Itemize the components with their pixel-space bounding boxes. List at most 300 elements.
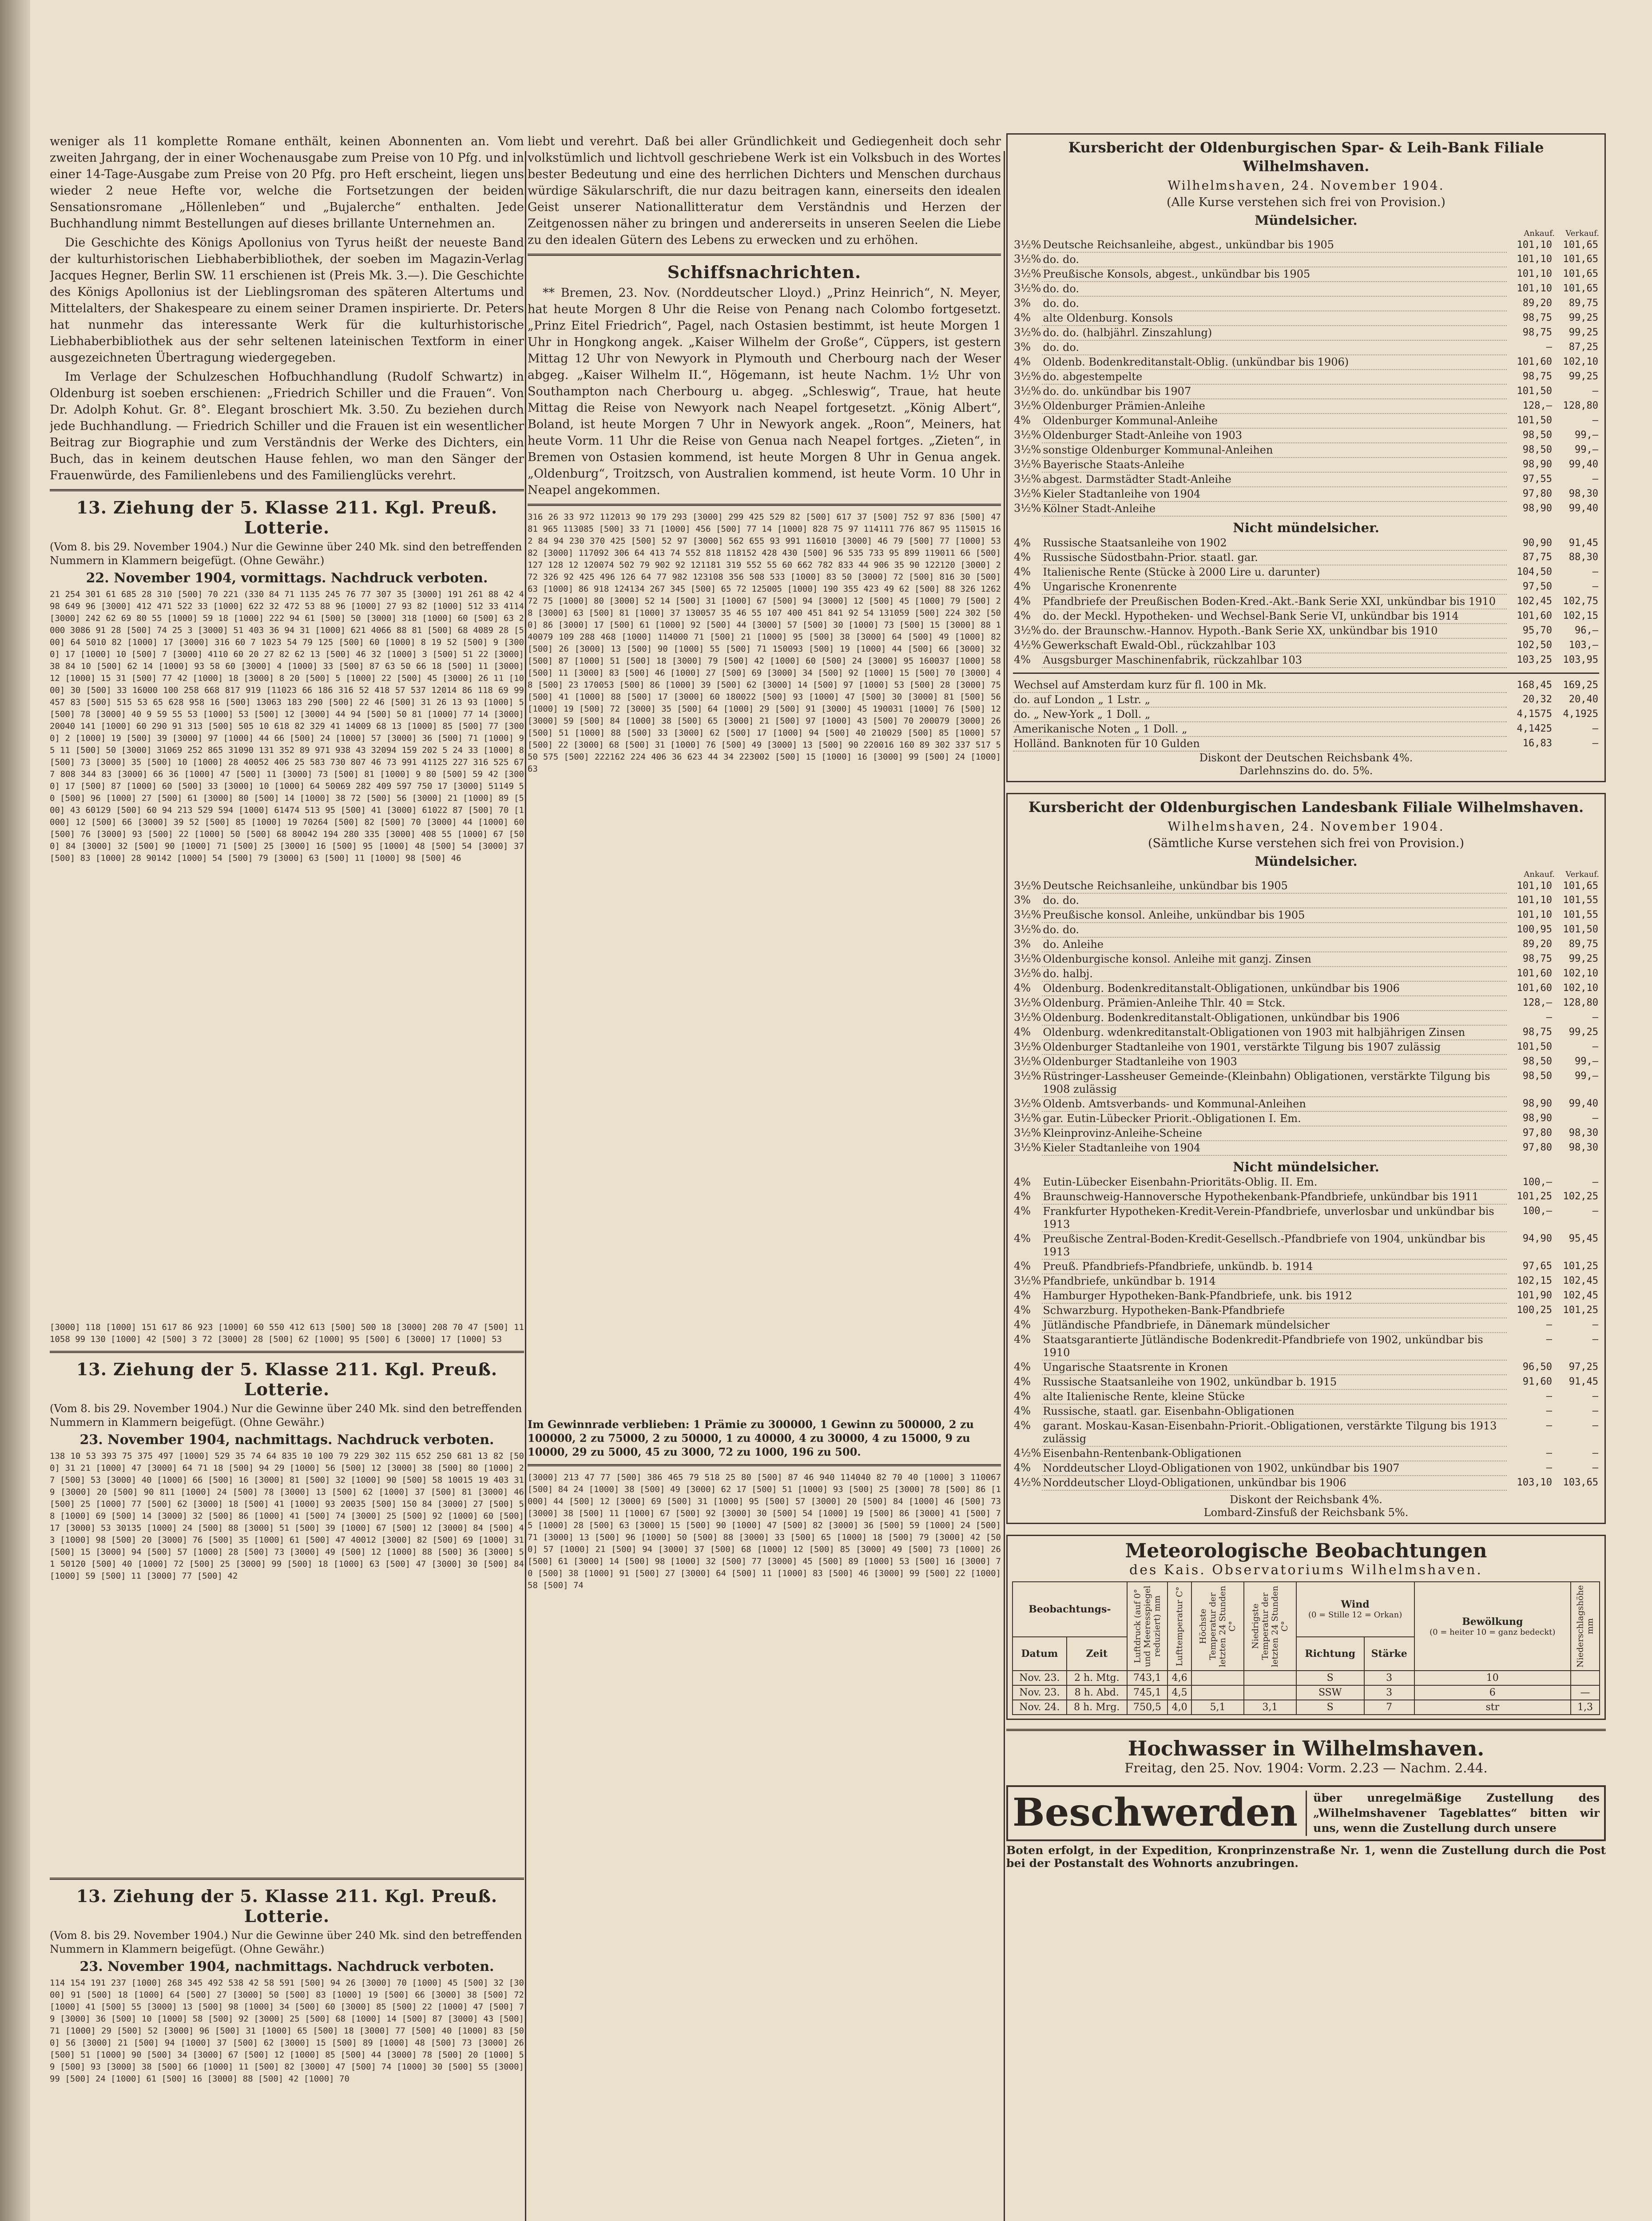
bank1-column-headers bbox=[1013, 229, 1599, 238]
rate-verkauf: 99,— bbox=[1575, 430, 1598, 441]
meteo-cell-d: Nov. 24. bbox=[1013, 1700, 1067, 1715]
rate-security: Russische Staatsanleihe von 1902 bbox=[1042, 536, 1507, 550]
bank1-title: Kursbericht der Oldenburgischen Spar- & Leih-Bank Filiale Wilhelmshaven. bbox=[1068, 139, 1544, 175]
rate-percent: 4% bbox=[1014, 537, 1031, 549]
bank1-section-muendel: Mündelsicher. bbox=[1255, 213, 1358, 228]
meteo-cell-b: 10 bbox=[1414, 1671, 1571, 1685]
rate-row bbox=[1013, 678, 1599, 693]
rate-security: Eisenbahn-Rentenbank-Obligationen bbox=[1042, 1446, 1507, 1461]
meteo-wind-label: Wind bbox=[1341, 1599, 1370, 1611]
rate-ankauf: 168,45 bbox=[1517, 680, 1552, 691]
rate-security: Preuß. Pfandbriefs-Pfandbriefe, unkündb. b. 1914 bbox=[1042, 1259, 1507, 1274]
rate-row bbox=[1013, 326, 1599, 340]
rate-ankauf: 90,90 bbox=[1522, 537, 1552, 549]
rate-security: Eutin-Lübecker Eisenbahn-Prioritäts-Oblig. II. Em. bbox=[1042, 1175, 1507, 1190]
intro-paragraph: weniger als 11 komplette Romane enthält, keinen Abonnenten an. Vom zweiten Jahrgang, der in einer Wochenausgabe zum Preise von 10 Pfg. und in einer 14-Tage-Ausgabe zum Preise von 20 Pfg. pro Heft erscheint, liegen uns wieder 2 neue Hefte vor, welche die Fortsetzungen der beiden Sensationsromane „Höllenleben“ und „Bujalerche“ enthalten. Jede Buchhandlung nimmt Bestellungen auf dieses brillante Unternehmen an. bbox=[50, 135, 524, 231]
ankauf-header: Ankauf. bbox=[1524, 870, 1555, 879]
rate-security: Pfandbriefe der Preußischen Boden-Kred.-Akt.-Bank Serie XXI, unkündbar bis 1910 bbox=[1042, 594, 1507, 609]
bank1-report bbox=[1006, 133, 1606, 782]
meteo-cell-lo bbox=[1244, 1685, 1296, 1700]
rate-row bbox=[1013, 1318, 1599, 1333]
rate-percent: 4% bbox=[1014, 1176, 1031, 1188]
rate-verkauf: 101,65 bbox=[1563, 254, 1598, 265]
rate-verkauf: 101,65 bbox=[1563, 239, 1598, 251]
rate-verkauf: 96,— bbox=[1575, 625, 1598, 636]
rate-security: Norddeutscher Lloyd-Obligationen von 1902, unkündbar bis 1907 bbox=[1042, 1461, 1507, 1476]
rate-verkauf: — bbox=[1592, 1041, 1598, 1052]
rate-verkauf: 169,25 bbox=[1563, 680, 1598, 691]
section-divider bbox=[50, 1351, 524, 1353]
rate-percent: 3½% bbox=[1014, 1040, 1041, 1053]
rate-percent: 4% bbox=[1014, 355, 1031, 368]
rate-ankauf: 101,60 bbox=[1517, 983, 1552, 994]
rate-ankauf: — bbox=[1546, 342, 1552, 353]
rate-security: do. abgestempelte bbox=[1042, 370, 1507, 384]
rate-percent: 4% bbox=[1014, 982, 1031, 994]
verkauf-header: Verkauf. bbox=[1565, 229, 1599, 238]
rate-percent: 3½% bbox=[1014, 502, 1041, 514]
rate-percent: 4½% bbox=[1014, 1476, 1041, 1489]
rate-ankauf: 16,83 bbox=[1522, 738, 1552, 749]
meteo-row bbox=[1013, 1671, 1600, 1685]
rate-verkauf: 102,45 bbox=[1563, 1275, 1598, 1286]
rate-row bbox=[1013, 370, 1599, 384]
bank2-discount: Diskont der Reichsbank 4%. bbox=[1230, 1493, 1382, 1506]
rate-row bbox=[1013, 340, 1599, 355]
rate-ankauf: 87,75 bbox=[1522, 552, 1552, 563]
rate-security: Ungarische Kronenrente bbox=[1042, 580, 1507, 594]
rate-percent: 4% bbox=[1014, 1318, 1031, 1331]
meteo-header-datum: Datum bbox=[1013, 1637, 1067, 1671]
rate-row bbox=[1013, 1259, 1599, 1274]
rate-security: Oldenburg. Prämien-Anleihe Thlr. 40 = Stck. bbox=[1042, 996, 1507, 1011]
rate-percent: 4% bbox=[1014, 1390, 1031, 1402]
rate-percent: 4½% bbox=[1014, 639, 1041, 651]
rate-ankauf: — bbox=[1546, 1391, 1552, 1402]
rate-ankauf: — bbox=[1546, 1448, 1552, 1459]
rate-percent: 4% bbox=[1014, 551, 1031, 563]
meteo-header-min: Niedrigste Temperatur der letzten 24 Stunden C° bbox=[1244, 1582, 1296, 1671]
rate-ankauf: 89,20 bbox=[1522, 298, 1552, 309]
meteo-cell-wr: S bbox=[1296, 1700, 1364, 1715]
rate-percent: 4% bbox=[1014, 1205, 1031, 1217]
rate-ankauf: 101,60 bbox=[1517, 968, 1552, 979]
rate-verkauf: 128,80 bbox=[1563, 400, 1598, 411]
rate-ankauf: 101,10 bbox=[1517, 239, 1552, 251]
bank2-title: Kursbericht der Oldenburgischen Landesbank Filiale Wilhelmshaven. bbox=[1028, 799, 1584, 816]
rate-percent: 3% bbox=[1014, 341, 1031, 353]
bank1-discount: Diskont der Deutschen Reichsbank 4%. bbox=[1199, 752, 1413, 764]
meteo-row bbox=[1013, 1700, 1600, 1715]
rate-security: Oldenburgische konsol. Anleihe mit ganzj. Zinsen bbox=[1042, 952, 1507, 967]
meteorological-box bbox=[1006, 1535, 1606, 1720]
bank1-rates-footer bbox=[1013, 752, 1599, 777]
meteo-cell-z: 2 h. Mtg. bbox=[1067, 1671, 1127, 1685]
rate-ankauf: 4,1575 bbox=[1517, 708, 1552, 720]
rate-verkauf: — bbox=[1592, 1405, 1598, 1417]
rate-verkauf: 88,30 bbox=[1569, 552, 1598, 563]
rate-ankauf: — bbox=[1546, 1319, 1552, 1330]
rate-security: abgest. Darmstädter Stadt-Anleihe bbox=[1042, 472, 1507, 487]
meteo-header-staerke: Stärke bbox=[1364, 1637, 1414, 1671]
bank2-section-nicht: Nicht mündelsicher. bbox=[1233, 1159, 1379, 1174]
rate-verkauf: 102,10 bbox=[1563, 983, 1598, 994]
rate-row bbox=[1013, 458, 1599, 472]
rate-ankauf: 102,45 bbox=[1517, 596, 1552, 607]
rate-security: Hamburger Hypotheken-Bank-Pfandbriefe, unk. bis 1912 bbox=[1042, 1289, 1507, 1303]
rate-verkauf: 101,65 bbox=[1563, 283, 1598, 294]
rate-ankauf: 100,95 bbox=[1517, 924, 1552, 935]
rate-verkauf: 99,— bbox=[1575, 1071, 1598, 1082]
rate-percent: 4% bbox=[1014, 1190, 1031, 1202]
rate-ankauf: 97,65 bbox=[1522, 1261, 1552, 1272]
rate-ankauf: 101,10 bbox=[1517, 268, 1552, 279]
rate-verkauf: 99,25 bbox=[1569, 327, 1598, 338]
lottery3-numbers: 114 154 191 237 [1000] 268 345 492 538 42 58 591 [500] 94 26 [3000] 70 [1000] 45 [500] 32 [3000] 91 [500] 18 [1000] 64 [500] 27 [3000] 50 [500] 83 [1000] 19 [500] 66 [3000] 38 [500] 72 [1000] 41 [500] 55 [3000] 13 [500] 98 [1000] 34 [500] 60 [3000] 85 [500] 22 [1000] 47 [500] 79 [3000] 36 [500] 10 [1000] 58 [500] 92 [3000] 25 [500] 68 [1000] 14 [500] 87 [3000] 43 [500] 71 [1000] 29 [500] 52 [3000] 96 [500] 31 [1000] 65 [500] 18 [3000] 77 [500] 40 [1000] 83 [500] 56 [3000] 21 [500] 94 [1000] 37 [500] 62 [3000] 15 [500] 89 [1000] 48 [500] 73 [3000] 26 [500] 51 [1000] 90 [500] 34 [3000] 67 [500] 12 [1000] 85 [500] 44 [3000] 78 [500] 20 [1000] 59 [500] 93 [3000] 38 [500] 66 [1000] 11 [500] 82 [3000] 47 [500] 74 [1000] 30 [500] 55 [3000] 99 [500] 24 [1000] 61 [500] 16 [3000] 88 [500] 42 [1000] 70 bbox=[50, 1978, 524, 2084]
rate-percent: 3½% bbox=[1014, 908, 1041, 921]
rate-verkauf: 4,1925 bbox=[1563, 708, 1598, 720]
rate-ankauf: 97,80 bbox=[1522, 1127, 1552, 1138]
meteo-wind-scale: (0 = Stille 12 = Orkan) bbox=[1308, 1610, 1402, 1620]
meteo-cell-wr: S bbox=[1296, 1671, 1364, 1685]
rate-security: Pfandbriefe, unkündbar b. 1914 bbox=[1042, 1274, 1507, 1289]
rate-row bbox=[1013, 252, 1599, 267]
ankauf-header: Ankauf. bbox=[1524, 229, 1555, 238]
rate-row bbox=[1013, 536, 1599, 550]
middle-lottery-numbers: 316 26 33 972 112013 90 179 293 [3000] 299 425 529 82 [500] 617 37 [500] 752 97 836 [500] 47 81 965 113085 [500] 33 71 [1000] 456 [500] 77 14 [1000] 828 75 97 114111 776 867 95 115015 162 84 94 230 370 425 [500] 52 97 [3000] 562 655 93 991 116010 [3000] 46 79 [500] 77 [1000] 53 82 [3000] 117092 306 64 413 74 552 818 118152 428 430 [500] 96 535 733 95 899 119011 66 [500] 127 128 12 120074 502 79 902 92 121181 319 552 55 60 662 782 833 44 906 35 90 122120 [3000] 272 326 92 425 496 126 64 77 982 123108 356 508 533 [1000] 83 50 [3000] 72 [500] 816 30 [500] 63 [1000] 86 918 124134 267 345 [500] 65 72 125005 [1000] 190 355 423 49 62 [500] 88 326 126272 75 [1000] 80 [3000] 52 14 [500] 31 [1000] 67 [500] 94 [3000] 12 [500] 45 [1000] 79 [500] 28 [3000] 63 [500] 81 [1000] 37 130057 35 46 55 107 400 451 841 92 54 131059 [500] 224 302 [500] 86 [3000] 17 [500] 61 [1000] 92 [500] 44 [3000] 57 [500] 30 [1000] 73 [500] 15 [3000] 88 140079 109 288 468 [1000] 114000 71 [500] 21 [1000] 95 [500] 38 [3000] 64 [500] 49 [1000] 82 [500] 26 [3000] 13 [500] 90 [1000] 55 [500] 71 150093 [500] 19 [1000] 44 [500] 66 [3000] 32 [500] 87 [1000] 51 [500] 18 [3000] 79 [500] 42 [1000] 60 [500] 24 [3000] 95 160037 [1000] 58 [500] 11 [3000] 83 [500] 46 [1000] 27 [500] 69 [3000] 34 [500] 92 [1000] 15 [500] 70 [3000] 48 [500] 23 170053 [500] 86 [1000] 39 [500] 62 [3000] 14 [500] 97 [1000] 53 [500] 28 [3000] 75 [500] 41 [1000] 88 [500] 17 [3000] 60 180022 [500] 93 [1000] 47 [500] 30 [3000] 81 [500] 56 [1000] 19 [500] 72 [3000] 35 [500] 64 [1000] 29 [500] 91 [3000] 45 190031 [1000] 76 [500] 12 [3000] 59 [500] 84 [1000] 38 [500] 65 [3000] 21 [500] 97 [1000] 43 [500] 70 200079 [3000] 26 [500] 51 [1000] 88 [500] 33 [3000] 62 [500] 17 [1000] 94 [500] 40 210029 [500] 85 [1000] 57 [500] 22 [3000] 68 [500] 31 [1000] 76 [500] 49 [3000] 13 [500] 90 220016 160 89 302 337 517 550 575 [500] 222162 224 406 36 623 44 34 223002 [500] 15 [1000] 16 [3000] 99 [500] 24 [1000] 63 bbox=[528, 512, 1001, 774]
rate-percent: 3½% bbox=[1014, 282, 1041, 295]
rate-row bbox=[1013, 311, 1599, 326]
rate-ankauf: 101,50 bbox=[1517, 415, 1552, 426]
rate-verkauf: 87,25 bbox=[1569, 342, 1598, 353]
bank2-note: (Sämtliche Kurse verstehen sich frei von Provision.) bbox=[1148, 836, 1464, 850]
rate-percent: 3½% bbox=[1014, 487, 1041, 500]
rate-ankauf: 101,25 bbox=[1517, 1191, 1552, 1202]
rate-ankauf: 128,— bbox=[1522, 400, 1552, 411]
rate-row bbox=[1013, 1419, 1599, 1446]
rate-row bbox=[1013, 624, 1599, 638]
rate-row bbox=[1013, 296, 1599, 311]
complaints-heading: Beschwerden bbox=[1013, 1791, 1307, 1836]
rate-row bbox=[1013, 923, 1599, 937]
rate-row bbox=[1013, 1204, 1599, 1232]
lottery2-date: 23. November 1904, nachmittags. Nachdruck verboten. bbox=[79, 1432, 494, 1448]
rate-row bbox=[1013, 1025, 1599, 1040]
rate-row bbox=[1013, 736, 1599, 751]
rate-verkauf: — bbox=[1592, 1012, 1598, 1023]
rate-ankauf: 98,50 bbox=[1522, 1056, 1552, 1067]
rate-percent: 3½% bbox=[1014, 880, 1041, 892]
rate-ankauf: 102,15 bbox=[1517, 1275, 1552, 1286]
rate-security: do. do. bbox=[1042, 923, 1507, 937]
rate-verkauf: — bbox=[1592, 1334, 1598, 1345]
rate-percent: 3½% bbox=[1014, 326, 1041, 338]
rate-row bbox=[1013, 908, 1599, 923]
right-column bbox=[1006, 133, 1606, 2221]
rate-verkauf: — bbox=[1592, 386, 1598, 397]
rate-ankauf: 100,— bbox=[1522, 1206, 1552, 1217]
rate-percent: 3½% bbox=[1014, 370, 1041, 382]
bank1-table-nicht bbox=[1013, 536, 1599, 668]
meteo-cell-lo bbox=[1244, 1671, 1296, 1685]
rate-security: Jütländische Pfandbriefe, in Dänemark mündelsicher bbox=[1042, 1318, 1507, 1333]
rate-row bbox=[1013, 1446, 1599, 1461]
rate-security: do. do. bbox=[1042, 893, 1507, 908]
meteo-cell-n: 1,3 bbox=[1571, 1700, 1600, 1715]
rate-percent: 4% bbox=[1014, 1333, 1031, 1345]
rate-verkauf: — bbox=[1592, 1462, 1598, 1473]
high-water-title: Hochwasser in Wilhelmshaven. bbox=[1128, 1736, 1485, 1760]
rate-row bbox=[1013, 443, 1599, 458]
rate-row bbox=[1013, 1333, 1599, 1360]
middle-column bbox=[528, 133, 1001, 2221]
meteo-header-max: Höchste Temperatur der letzten 24 Stunden C° bbox=[1191, 1582, 1244, 1671]
rate-ankauf: 104,50 bbox=[1517, 566, 1552, 577]
middle-lottery-remaining: Im Gewinnrade verblieben: 1 Prämie zu 300000, 1 Gewinn zu 500000, 2 zu 100000, 2 zu 75000, 2 zu 50000, 1 zu 40000, 4 zu 30000, 4 zu 15000, 9 zu 10000, 29 zu 5000, 45 zu 3000, 72 zu 1000, 196 zu 500. bbox=[528, 1418, 974, 1458]
rate-security: do. do. bbox=[1042, 252, 1507, 267]
rate-percent: 3½% bbox=[1014, 429, 1041, 441]
rate-verkauf: 99,— bbox=[1575, 444, 1598, 455]
rate-security: do. do. bbox=[1042, 340, 1507, 355]
rate-security: alte Oldenburg. Konsols bbox=[1042, 311, 1507, 326]
rate-verkauf: 102,25 bbox=[1563, 1191, 1598, 1202]
apollonius-paragraph: Die Geschichte des Königs Apollonius von Tyrus heißt der neueste Band der kulturhistorischen Liebhaberbibliothek, der soeben im Magazin-Verlag Jacques Hegner, Berlin SW. 11 erschienen ist (Preis Mk. 3.—). Die Geschichte des Königs Apollonius ist der Lieblingsroman des späteren Altertums und Mittelalters, der Shakespeare zu einem seiner Dramen inspirierte. Dr. Peters hat nunmehr das interessante Werk für die kulturhistorische Liebhaberbibliothek aus der sehr seltenen lateinischen Textform in einer ausgezeichneten Übertragung wiedergegeben. bbox=[50, 236, 524, 365]
rate-row bbox=[1013, 1055, 1599, 1069]
rate-ankauf: 98,75 bbox=[1522, 312, 1552, 323]
rate-percent: 3% bbox=[1014, 894, 1031, 906]
rate-percent: 3½% bbox=[1014, 996, 1041, 1009]
rate-verkauf: 102,10 bbox=[1563, 968, 1598, 979]
rate-ankauf: — bbox=[1546, 1462, 1552, 1473]
rate-percent: 3½% bbox=[1014, 967, 1041, 979]
rate-percent: 4% bbox=[1014, 580, 1031, 593]
rate-row bbox=[1013, 282, 1599, 296]
complaints-text: über unregelmäßige Zustellung des „Wilhelmshavener Tageblattes“ bitten wir uns, wenn die Zustellung durch unsere bbox=[1313, 1791, 1600, 1835]
rate-security: do. do. unkündbar bis 1907 bbox=[1042, 384, 1507, 399]
bank2-section-muendel: Mündelsicher. bbox=[1255, 854, 1358, 869]
rate-verkauf: 99,40 bbox=[1569, 459, 1598, 470]
rate-verkauf: 101,25 bbox=[1563, 1261, 1598, 1272]
rate-ankauf: 98,50 bbox=[1522, 1071, 1552, 1082]
meteo-header-zeit: Zeit bbox=[1067, 1637, 1127, 1671]
rate-ankauf: 98,75 bbox=[1522, 327, 1552, 338]
column-rule bbox=[1004, 151, 1005, 2221]
rate-row bbox=[1013, 937, 1599, 952]
rate-percent: 4½% bbox=[1014, 1447, 1041, 1459]
rate-ankauf: 98,50 bbox=[1522, 430, 1552, 441]
rate-ankauf: 100,— bbox=[1522, 1177, 1552, 1188]
rate-security: do. Anleihe bbox=[1042, 937, 1507, 952]
high-water-times: Freitag, den 25. Nov. 1904: Vorm. 2.23 — Nachm. 2.44. bbox=[1124, 1760, 1488, 1775]
divider bbox=[1013, 673, 1599, 674]
rate-row bbox=[1013, 1097, 1599, 1111]
rate-security: Wechsel auf Amsterdam kurz für fl. 100 in Mk. bbox=[1013, 678, 1507, 693]
rate-percent: 3½% bbox=[1014, 253, 1041, 265]
rate-verkauf: 99,25 bbox=[1569, 312, 1598, 323]
rate-ankauf: 101,10 bbox=[1517, 880, 1552, 892]
rate-security: Holländ. Banknoten für 10 Gulden bbox=[1013, 736, 1507, 751]
rate-verkauf: 89,75 bbox=[1569, 298, 1598, 309]
rate-security: do. do. bbox=[1042, 282, 1507, 296]
rate-ankauf: 89,20 bbox=[1522, 939, 1552, 950]
rate-row bbox=[1013, 487, 1599, 502]
rate-security: do. der Braunschw.-Hannov. Hypoth.-Bank Serie XX, unkündbar bis 1910 bbox=[1042, 624, 1507, 638]
rate-row bbox=[1013, 1111, 1599, 1126]
meteo-cell-d: Nov. 23. bbox=[1013, 1685, 1067, 1700]
meteo-cell-n: — bbox=[1571, 1685, 1600, 1700]
meteo-header-beob: Beobachtungs- bbox=[1013, 1582, 1127, 1637]
meteo-row bbox=[1013, 1685, 1600, 1700]
section-divider bbox=[528, 254, 1001, 256]
rate-verkauf: 98,30 bbox=[1569, 1142, 1598, 1153]
rate-verkauf: — bbox=[1592, 1391, 1598, 1402]
rate-ankauf: 4,1425 bbox=[1517, 723, 1552, 734]
binding-gutter bbox=[0, 0, 30, 2221]
rate-ankauf: 103,10 bbox=[1517, 1477, 1552, 1488]
rate-security: do. der Meckl. Hypotheken- und Wechsel-Bank Serie VI, unkündbar bis 1914 bbox=[1042, 609, 1507, 624]
bank2-table-nicht bbox=[1013, 1175, 1599, 1491]
rate-row bbox=[1013, 472, 1599, 487]
bank1-section-nicht: Nicht mündelsicher. bbox=[1233, 520, 1379, 535]
verkauf-header: Verkauf. bbox=[1565, 870, 1599, 879]
rate-verkauf: 91,45 bbox=[1569, 537, 1598, 549]
rate-verkauf: — bbox=[1592, 1319, 1598, 1330]
rate-row bbox=[1013, 1360, 1599, 1375]
meteo-cell-hi bbox=[1191, 1671, 1244, 1685]
bank2-table-muendel bbox=[1013, 879, 1599, 1156]
rate-percent: 4% bbox=[1014, 1260, 1031, 1272]
rate-percent: 4% bbox=[1014, 1026, 1031, 1038]
rate-percent: 4% bbox=[1014, 609, 1031, 622]
rate-percent: 3½% bbox=[1014, 952, 1041, 965]
rate-percent: 3½% bbox=[1014, 239, 1041, 251]
rate-row bbox=[1013, 952, 1599, 967]
rate-security: Italienische Rente (Stücke à 2000 Lire u. darunter) bbox=[1042, 565, 1507, 580]
rate-ankauf: 98,75 bbox=[1522, 953, 1552, 964]
bank1-darlehn: Darlehnszins do. do. 5%. bbox=[1239, 764, 1373, 777]
rate-percent: 3½% bbox=[1014, 1274, 1041, 1287]
rate-ankauf: 101,10 bbox=[1517, 909, 1552, 920]
rate-security: Ausgsburger Maschinenfabrik, rückzahlbar 103 bbox=[1042, 653, 1507, 668]
rate-percent: 4% bbox=[1014, 1289, 1031, 1302]
rate-security: Kieler Stadtanleihe von 1904 bbox=[1042, 1141, 1507, 1155]
section-divider bbox=[50, 489, 524, 491]
rate-verkauf: 91,45 bbox=[1569, 1376, 1598, 1387]
bank2-lombard: Lombard-Zinsfuß der Reichsbank 5%. bbox=[1203, 1506, 1409, 1519]
rate-ankauf: 97,80 bbox=[1522, 488, 1552, 499]
rate-row bbox=[1013, 1232, 1599, 1259]
meteo-cell-p: 745,1 bbox=[1127, 1685, 1168, 1700]
rate-ankauf: 94,90 bbox=[1522, 1233, 1552, 1244]
rate-security: Deutsche Reichsanleihe, abgest., unkündbar bis 1905 bbox=[1042, 238, 1507, 252]
rate-ankauf: 101,10 bbox=[1517, 283, 1552, 294]
rate-security: Oldenb. Bodenkreditanstalt-Oblig. (unkündbar bis 1906) bbox=[1042, 355, 1507, 370]
rate-ankauf: 101,50 bbox=[1517, 1041, 1552, 1052]
rate-ankauf: 97,80 bbox=[1522, 1142, 1552, 1153]
rate-percent: 4% bbox=[1014, 1461, 1031, 1474]
rate-security: do. halbj. bbox=[1042, 967, 1507, 981]
rate-row bbox=[1013, 693, 1599, 707]
lottery1-date: 22. November 1904, vormittags. Nachdruck verboten. bbox=[86, 570, 488, 586]
rate-verkauf: 20,40 bbox=[1569, 694, 1598, 705]
rate-security: Braunschweig-Hannoversche Hypothekenbank-Pfandbriefe, unkündbar bis 1911 bbox=[1042, 1190, 1507, 1204]
meteo-cell-p: 743,1 bbox=[1127, 1671, 1168, 1685]
rate-verkauf: 89,75 bbox=[1569, 939, 1598, 950]
rate-percent: 3% bbox=[1014, 938, 1031, 950]
meteo-cell-n bbox=[1571, 1671, 1600, 1685]
rate-security: Oldenburg. Bodenkreditanstalt-Obligationen, unkündbar bis 1906 bbox=[1042, 1011, 1507, 1025]
rate-security: Oldenburger Stadt-Anleihe von 1903 bbox=[1042, 428, 1507, 443]
rate-verkauf: — bbox=[1592, 566, 1598, 577]
bank1-note: (Alle Kurse verstehen sich frei von Provision.) bbox=[1167, 195, 1446, 209]
rate-security: do. do. (halbjährl. Zinszahlung) bbox=[1042, 326, 1507, 340]
rate-row bbox=[1013, 1141, 1599, 1155]
rate-row bbox=[1013, 879, 1599, 893]
lottery3-title: 13. Ziehung der 5. Klasse 211. Kgl. Preuß. Lotterie. bbox=[76, 1886, 498, 1926]
rate-percent: 3½% bbox=[1014, 923, 1041, 935]
rate-ankauf: 103,25 bbox=[1517, 654, 1552, 665]
lottery3-date: 23. November 1904, nachmittags. Nachdruck verboten. bbox=[79, 1959, 494, 1974]
high-water-box bbox=[1006, 1729, 1606, 1775]
rate-row bbox=[1013, 722, 1599, 736]
complaints-box bbox=[1006, 1785, 1606, 1841]
schiller-paragraph: Im Verlage der Schulzeschen Hofbuchhandlung (Rudolf Schwartz) in Oldenburg ist soeben erschienen: „Friedrich Schiller und die Frauen“. Von Dr. Adolph Kohut. Gr. 8°. Elegant broschiert Mk. 3.50. Zu beziehen durch jede Buchhandlung. — Friedrich Schiller und die Frauen ist ein wesentlicher Beitrag zur Biographie und zum Verständnis der Werke des Dichters, ein Buch, das in keinem deutschen Hause fehlen, wo man den Sänger der Frauenwürde, des Familienlebens und des Familienglücks verehrt. bbox=[50, 370, 524, 482]
rate-ankauf: 101,90 bbox=[1517, 1290, 1552, 1301]
rate-row bbox=[1013, 638, 1599, 653]
rate-ankauf: 102,50 bbox=[1517, 640, 1552, 651]
rate-verkauf: — bbox=[1592, 1448, 1598, 1459]
rate-verkauf: 101,25 bbox=[1563, 1305, 1598, 1316]
meteo-cell-z: 8 h. Abd. bbox=[1067, 1685, 1127, 1700]
rate-percent: 4% bbox=[1014, 311, 1031, 324]
rate-security: Oldenburger Stadtanleihe von 1901, verstärkte Tilgung bis 1907 zulässig bbox=[1042, 1040, 1507, 1055]
rate-row bbox=[1013, 580, 1599, 594]
rate-verkauf: — bbox=[1592, 738, 1598, 749]
rate-ankauf: 95,70 bbox=[1522, 625, 1552, 636]
meteo-clouds-label: Bewölkung bbox=[1462, 1616, 1523, 1628]
section-divider bbox=[50, 1878, 524, 1880]
rate-ankauf: 98,75 bbox=[1522, 1027, 1552, 1038]
rate-verkauf: — bbox=[1592, 1113, 1598, 1124]
rate-verkauf: — bbox=[1592, 474, 1598, 485]
lottery2-numbers: 138 10 53 393 75 375 497 [1000] 529 35 74 64 835 10 100 79 229 302 115 652 250 681 13 82 [500] 31 21 [1000] 47 [3000] 64 71 18 [500] 94 29 [1000] 56 [500] 12 [3000] 38 [500] 80 [1000] 27 [500] 53 [3000] 40 [1000] 66 [500] 16 [3000] 81 [500] 32 [1000] 90 [500] 58 10015 19 403 319 [3000] 20 [500] 90 811 [1000] 24 [500] 78 [3000] 13 [500] 62 [1000] 37 [500] 81 [3000] 46 [500] 25 [1000] 77 [500] 62 [3000] 18 [500] 41 [1000] 93 20035 [500] 150 84 [3000] 27 [500] 58 [1000] 69 [500] 14 [3000] 32 [500] 86 [1000] 41 [500] 74 [3000] 25 [500] 92 [1000] 60 [500] 17 [3000] 53 30135 [1000] 24 [500] 88 [3000] 51 [500] 39 [1000] 67 [500] 12 [3000] 84 [500] 43 [1000] 98 [500] 20 [3000] 76 [500] 35 [1000] 61 [500] 47 40012 [3000] 82 [500] 69 [1000] 31 [500] 15 [3000] 94 [500] 57 [1000] 28 [500] 73 [3000] 49 [500] 12 [1000] 88 [500] 36 [3000] 51 50120 [500] 40 [1000] 72 [500] 25 [3000] 99 [500] 18 [1000] 63 [500] 47 [3000] 30 [500] 84 [1000] 59 [500] 11 [3000] 77 [500] 42 bbox=[50, 1451, 524, 1581]
meteo-cell-t: 4,6 bbox=[1168, 1671, 1191, 1685]
rate-security: Norddeutscher Lloyd-Obligationen, unkündbar bis 1906 bbox=[1042, 1476, 1507, 1490]
meteo-cell-ws: 3 bbox=[1364, 1671, 1414, 1685]
meteo-cell-hi bbox=[1191, 1685, 1244, 1700]
rate-row bbox=[1013, 981, 1599, 996]
rate-security: alte Italienische Rente, kleine Stücke bbox=[1042, 1389, 1507, 1404]
rate-row bbox=[1013, 1404, 1599, 1419]
rate-row bbox=[1013, 609, 1599, 624]
rate-security: Preußische konsol. Anleihe, unkündbar bis 1905 bbox=[1042, 908, 1507, 923]
rate-row bbox=[1013, 893, 1599, 908]
rate-percent: 3½% bbox=[1014, 1141, 1041, 1154]
bank2-location-date: Wilhelmshaven, 24. November 1904. bbox=[1168, 819, 1445, 834]
rate-row bbox=[1013, 1069, 1599, 1097]
rate-security: Oldenburg. Bodenkreditanstalt-Obligationen, unkündbar bis 1906 bbox=[1042, 981, 1507, 996]
rate-security: Rüstringer-Lassheuser Gemeinde-(Kleinbahn) Obligationen, verstärkte Tilgung bis 1908 zulässig bbox=[1042, 1069, 1507, 1097]
rate-verkauf: 99,25 bbox=[1569, 953, 1598, 964]
rate-ankauf: 100,25 bbox=[1517, 1305, 1552, 1316]
meteo-header-richtung: Richtung bbox=[1296, 1637, 1364, 1671]
schiller-continuation: liebt und verehrt. Daß bei aller Gründlichkeit und Gediegenheit doch sehr volkstümlich und lichtvoll geschriebene Werk ist ein Volksbuch in des Wortes bester Bedeutung und eine des herrlichen Dichters und Menschen durchaus würdige Säkularschrift, die nur dazu beitragen kann, einerseits den idealen Geist unserer Nationallitteratur dem Verständnis und Herzen der Zeitgenossen näher zu bringen und andererseits in unseren Seelen die Liebe zu den idealen Gütern des Lebens zu erwecken und zu erhöhen. bbox=[528, 135, 1001, 247]
meteo-cell-hi: 5,1 bbox=[1191, 1700, 1244, 1715]
rate-percent: 4% bbox=[1014, 1405, 1031, 1417]
rate-row bbox=[1013, 1389, 1599, 1404]
rate-percent: 4% bbox=[1014, 1375, 1031, 1388]
rate-percent: 3½% bbox=[1014, 1070, 1041, 1082]
